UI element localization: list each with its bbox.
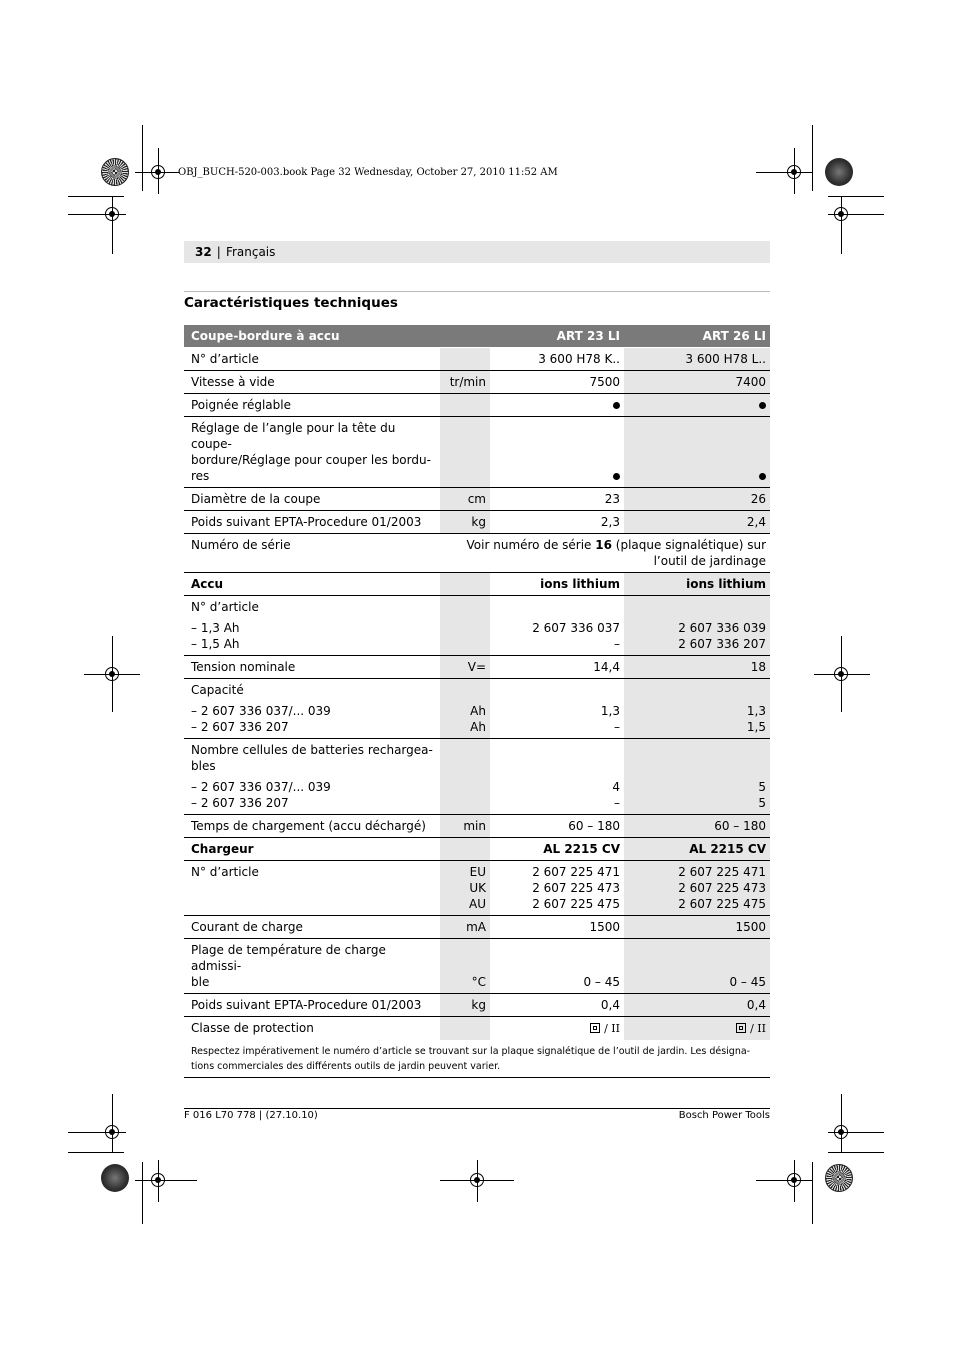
table-row: Capacité – 2 607 336 037/... 039 – 2 607 336 207 Ah Ah 1,3 – 1,3 1,5 — [184, 679, 770, 739]
row-label: Plage de température de charge admissi- ble — [184, 939, 440, 994]
row-unit: min — [440, 815, 490, 838]
table-row: Classe de protection / II / II — [184, 1017, 770, 1041]
crop-line — [158, 1160, 159, 1202]
row-label: Temps de chargement (accu déchargé) — [184, 815, 440, 838]
row-label: N° d’article – 1,3 Ah – 1,5 Ah — [184, 596, 440, 656]
footer-brand: Bosch Power Tools — [678, 1110, 770, 1121]
table-row: Temps de chargement (accu déchargé) min 60 – 180 60 – 180 — [184, 815, 770, 838]
row-unit — [440, 348, 490, 371]
crop-line — [814, 674, 870, 675]
table-row — [184, 511, 770, 534]
crop-line — [756, 1180, 812, 1181]
footer-reference: F 016 L70 778 | (27.10.10) — [184, 1110, 318, 1121]
row-value-2: 2,4 — [624, 511, 770, 534]
row-label: Numéro de série — [184, 534, 440, 573]
row-value-1: 2,3 — [490, 511, 624, 534]
table-row: Plage de température de charge admissi- ble °C 0 – 45 0 – 45 — [184, 939, 770, 994]
table-row: Tension nominale V= 14,4 18 — [184, 656, 770, 679]
row-label: Diamètre de la coupe — [184, 488, 440, 511]
table-row — [184, 394, 770, 417]
crop-line — [158, 148, 159, 194]
row-label: Classe de protection — [191, 1021, 314, 1035]
row-value-1: 23 — [490, 488, 624, 511]
crop-line — [112, 1094, 113, 1152]
table-row — [184, 371, 770, 394]
header-separator: | — [216, 245, 221, 259]
protection-class-icon — [590, 1023, 600, 1033]
row-label: Capacité – 2 607 336 037/... 039 – 2 607 336 207 — [184, 679, 440, 739]
crop-line — [828, 1132, 884, 1133]
header-model-2: ART 26 LI — [624, 325, 770, 348]
spec-table — [184, 325, 770, 1078]
row-unit: °C — [440, 939, 490, 994]
bullet-icon — [759, 473, 766, 480]
crop-line — [135, 1180, 197, 1181]
crop-line — [828, 1152, 884, 1153]
table-note: Respectez impérativement le numéro d’article se trouvant sur la plaque signalétique de l’outil de jardin. Les désigna- tions commerciales des différents outils de jardin peuvent varier. — [184, 1040, 770, 1078]
page-header-bar — [184, 241, 770, 263]
table-row: N° d’article – 1,3 Ah – 1,5 Ah 2 607 336 037 – 2 607 336 039 2 607 336 207 — [184, 596, 770, 656]
charger-section-header: Chargeur AL 2215 CV AL 2215 CV — [184, 838, 770, 861]
crop-line — [68, 214, 126, 215]
divider — [184, 291, 770, 292]
table-row: N° d’article EU UK AU 2 607 225 471 2 607 225 473 2 607 225 475 2 607 225 471 2 607 225 473 2 607 225 475 — [184, 861, 770, 916]
crop-line — [841, 1094, 842, 1152]
serial-number-note: Voir numéro de série 16 (plaque signalétique) sur l’outil de jardinage — [440, 534, 770, 573]
table-row: Courant de charge mA 1500 1500 — [184, 916, 770, 939]
footer-divider — [184, 1108, 770, 1109]
crop-line — [142, 1162, 143, 1224]
crop-line — [68, 1152, 124, 1153]
registration-mark-icon — [825, 158, 853, 186]
row-value-2: 26 — [624, 488, 770, 511]
registration-mark-icon — [825, 1164, 853, 1192]
row-unit: cm — [440, 488, 490, 511]
crop-line — [112, 636, 113, 712]
crop-line — [756, 172, 812, 173]
table-row — [184, 534, 770, 573]
row-label: Poignée réglable — [184, 394, 440, 417]
crop-line — [477, 1160, 478, 1202]
header-model-1: ART 23 LI — [490, 325, 624, 348]
table-note-row — [184, 1040, 770, 1078]
page-number: 32 — [195, 245, 212, 259]
crop-line — [812, 1162, 813, 1224]
crop-line — [828, 196, 884, 197]
bullet-icon — [613, 473, 620, 480]
crop-line — [68, 1132, 126, 1133]
row-unit: kg — [440, 511, 490, 534]
row-unit: kg — [440, 994, 490, 1017]
registration-mark-icon — [101, 1164, 129, 1192]
crop-line — [794, 1160, 795, 1202]
row-unit: mA — [440, 916, 490, 939]
row-unit: V= — [440, 656, 490, 679]
book-info-line: OBJ_BUCH-520-003.book Page 32 Wednesday, October 27, 2010 11:52 AM — [178, 167, 558, 178]
row-label: Tension nominale — [184, 656, 440, 679]
table-row: Poids suivant EPTA-Procedure 01/2003 kg 0,4 0,4 — [184, 994, 770, 1017]
row-value-1: 7500 — [490, 371, 624, 394]
battery-section-header: Accu ions lithium ions lithium — [184, 573, 770, 596]
protection-class-icon — [736, 1023, 746, 1033]
crop-line — [841, 636, 842, 712]
row-value-2: 7400 — [624, 371, 770, 394]
crop-line — [828, 214, 884, 215]
registration-mark-icon — [101, 158, 129, 186]
bullet-icon — [613, 402, 620, 409]
row-label: Courant de charge — [184, 916, 440, 939]
table-row — [184, 417, 770, 488]
row-label: Réglage de l’angle pour la tête du coupe- bordure/Réglage pour couper les bordu- res — [184, 417, 440, 488]
crop-line — [68, 196, 124, 197]
table-row — [184, 348, 770, 371]
row-unit: tr/min — [440, 371, 490, 394]
table-row — [184, 488, 770, 511]
row-label: N° d’article — [184, 861, 440, 916]
crop-line — [841, 196, 842, 254]
table-row: Nombre cellules de batteries rechargea- bles – 2 607 336 037/... 039 – 2 607 336 207 4 – 5 5 — [184, 739, 770, 815]
page-language: Français — [225, 245, 276, 259]
crop-line — [812, 125, 813, 191]
row-label: Nombre cellules de batteries rechargea- bles – 2 607 336 037/... 039 – 2 607 336 207 — [184, 739, 440, 815]
row-label: Poids suivant EPTA-Procedure 01/2003 — [184, 994, 440, 1017]
row-value-2: 3 600 H78 L.. — [624, 348, 770, 371]
crop-line — [142, 125, 143, 191]
crop-line — [112, 196, 113, 254]
row-label: N° d’article — [184, 348, 440, 371]
row-value-1: 3 600 H78 K.. — [490, 348, 624, 371]
table-header-row — [184, 325, 770, 348]
crop-line — [794, 148, 795, 194]
bullet-icon — [759, 402, 766, 409]
header-label: Coupe-bordure à accu — [184, 325, 440, 348]
row-label: Vitesse à vide — [184, 371, 440, 394]
section-title: Caractéristiques techniques — [184, 295, 398, 311]
row-label: Poids suivant EPTA-Procedure 01/2003 — [184, 511, 440, 534]
